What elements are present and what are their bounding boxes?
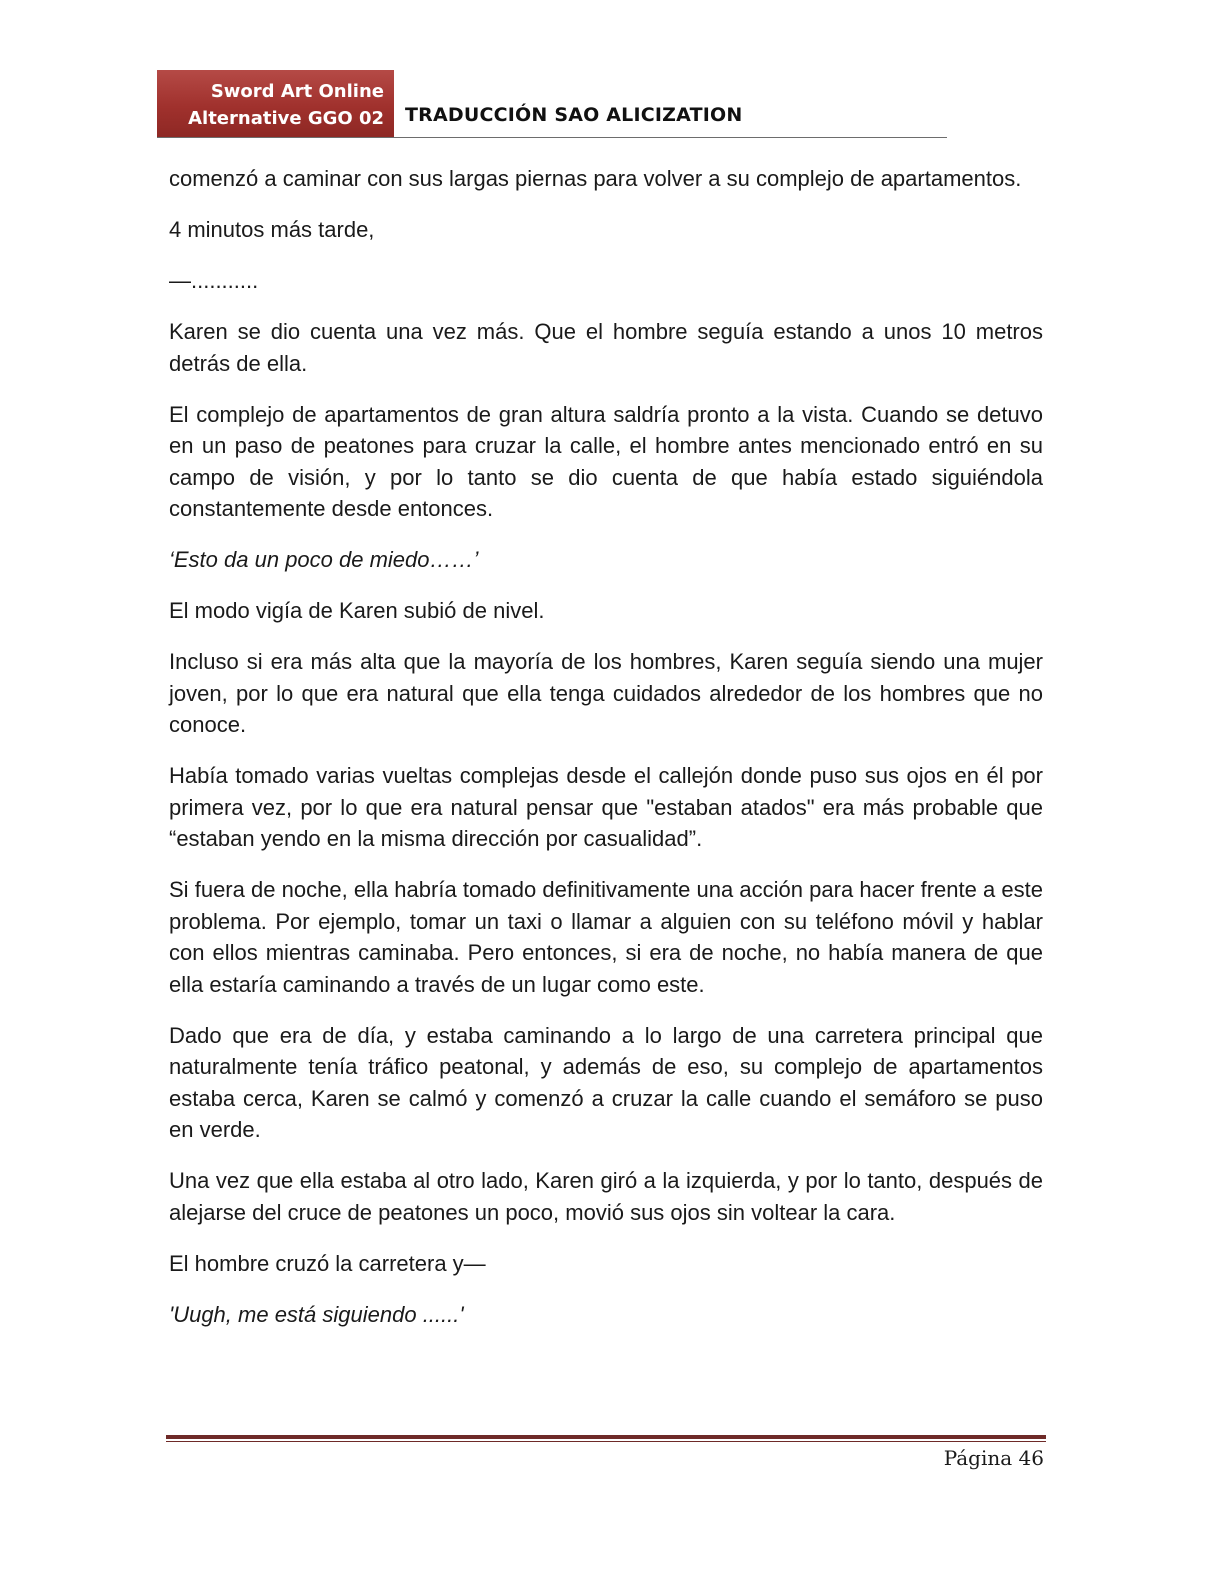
footer-divider-thick	[166, 1435, 1046, 1439]
header-divider	[157, 137, 947, 138]
document-header-title: TRADUCCIÓN SAO ALICIZATION	[405, 104, 743, 126]
series-title-line-1: Sword Art Online	[210, 81, 384, 102]
paragraph: Karen se dio cuenta una vez más. Que el hombre seguía estando a unos 10 metros detrás de ella.	[169, 319, 1043, 376]
paragraph: comenzó a caminar con sus largas piernas para volver a su complejo de apartamentos.	[169, 166, 1022, 191]
paragraph: Una vez que ella estaba al otro lado, Karen giró a la izquierda, y por lo tanto, después de alejarse del cruce de peatones un poco, movió sus ojos sin voltear la cara.	[169, 1168, 1043, 1225]
paragraph: —...........	[169, 268, 259, 293]
paragraph: Dado que era de día, y estaba caminando a lo largo de una carretera principal que naturalmente tenía tráfico peatonal, y además de eso, su complejo de apartamentos estaba cerca, Karen se calmó y comenzó a cruzar la calle cuando el semáforo se puso en verde.	[169, 1022, 1043, 1142]
paragraph: 4 minutos más tarde,	[169, 217, 375, 242]
footer-divider-thin	[166, 1441, 1046, 1442]
series-banner	[157, 70, 394, 137]
thought-paragraph: ‘Esto da un poco de miedo……’	[169, 547, 479, 572]
paragraph: Había tomado varias vueltas complejas desde el callejón donde puso sus ojos en él por primera vez, por lo que era natural pensar que "estaban atados" era más probable que “estaban yendo en la misma dirección por casualidad”.	[169, 763, 1043, 851]
paragraph: Si fuera de noche, ella habría tomado definitivamente una acción para hacer frente a este problema. Por ejemplo, tomar un taxi o llamar a alguien con su teléfono móvil y hablar con ellos mientras caminaba. Pero entonces, si era de noche, no había manera de que ella estaría caminando a través de un lugar como este.	[169, 877, 1043, 997]
series-title-line-2: Alternative GGO 02	[188, 108, 384, 129]
thought-paragraph: 'Uugh, me está siguiendo ......'	[169, 1301, 464, 1327]
paragraph: Incluso si era más alta que la mayoría de los hombres, Karen seguía siendo una mujer joven, por lo que era natural que ella tenga cuidados alrededor de los hombres que no conoce.	[169, 649, 1043, 737]
paragraph: El hombre cruzó la carretera y—	[169, 1250, 486, 1276]
page-number: Página 46	[943, 1446, 1044, 1470]
page-body	[169, 163, 1043, 1350]
paragraph: El modo vigía de Karen subió de nivel.	[169, 598, 545, 623]
paragraph: El complejo de apartamentos de gran altura saldría pronto a la vista. Cuando se detuvo en un paso de peatones para cruzar la calle, el hombre antes mencionado entró en su campo de visión, y por lo tanto se dio cuenta de que había estado siguiéndola constantemente desde entonces.	[169, 401, 1043, 521]
